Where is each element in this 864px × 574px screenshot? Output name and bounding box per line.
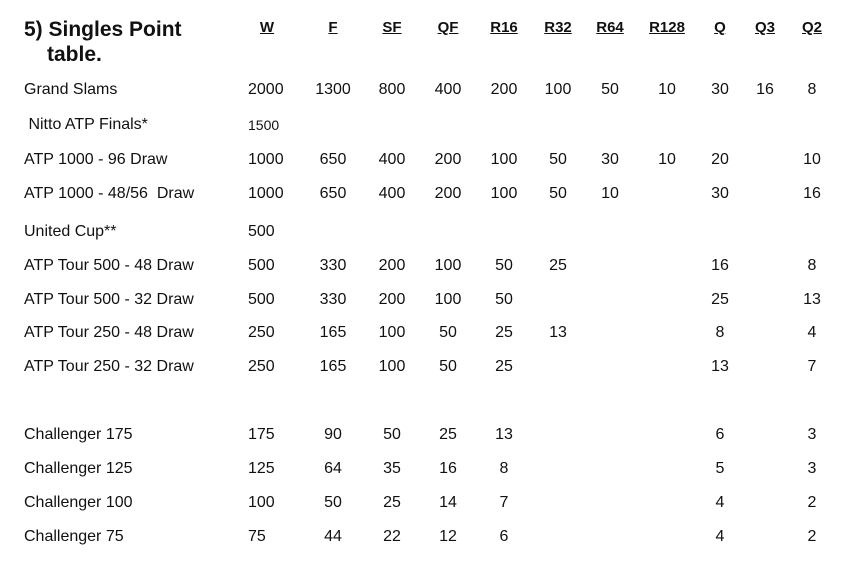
table-row <box>0 357 864 377</box>
table-cell: 165 <box>319 358 347 375</box>
table-cell: 400 <box>378 151 406 168</box>
table-cell: 8 <box>715 324 725 341</box>
row-label: ATP Tour 500 - 48 Draw <box>24 257 194 274</box>
table-cell: 13 <box>495 426 513 443</box>
table-cell: 50 <box>383 426 401 443</box>
table-row <box>0 80 864 100</box>
table-cell: 100 <box>378 358 406 375</box>
table-cell: 7 <box>499 494 509 511</box>
table-cell: 8 <box>807 257 817 274</box>
table-cell: 200 <box>434 185 462 202</box>
table-cell: 44 <box>324 528 342 545</box>
table-cell: 250 <box>248 358 275 375</box>
row-label: Nitto ATP Finals* <box>24 116 148 133</box>
table-row <box>0 290 864 310</box>
table-cell: 50 <box>439 358 457 375</box>
table-cell: 100 <box>490 185 518 202</box>
table-cell: 10 <box>658 81 676 98</box>
table-cell: 13 <box>549 324 567 341</box>
table-cell: 10 <box>658 151 676 168</box>
table-cell: 7 <box>807 358 817 375</box>
row-label: ATP 1000 - 48/56 Draw <box>24 185 195 202</box>
table-cell: 100 <box>248 494 275 511</box>
table-cell: 16 <box>439 460 457 477</box>
row-label: ATP Tour 250 - 48 Draw <box>24 324 194 341</box>
table-cell: 3 <box>807 460 817 477</box>
column-header: Q <box>714 19 726 36</box>
table-cell: 16 <box>803 185 821 202</box>
table-cell: 200 <box>434 151 462 168</box>
table-cell: 16 <box>711 257 729 274</box>
table-cell: 25 <box>495 358 513 375</box>
table-cell: 50 <box>495 257 513 274</box>
table-cell: 330 <box>319 291 347 308</box>
title-line-2: table. <box>47 43 102 66</box>
table-cell: 20 <box>711 151 729 168</box>
table-row <box>0 256 864 276</box>
table-cell: 12 <box>439 528 457 545</box>
table-cell: 25 <box>711 291 729 308</box>
table-row <box>0 115 864 135</box>
table-cell: 500 <box>248 291 275 308</box>
table-cell: 10 <box>601 185 619 202</box>
table-cell: 5 <box>715 460 725 477</box>
row-label: Challenger 75 <box>24 528 124 545</box>
table-cell: 4 <box>715 494 725 511</box>
row-label: Grand Slams <box>24 81 118 98</box>
table-cell: 200 <box>490 81 518 98</box>
table-cell: 500 <box>248 257 275 274</box>
table-row <box>0 323 864 343</box>
table-cell: 30 <box>711 81 729 98</box>
table-cell: 200 <box>378 291 406 308</box>
column-header: F <box>328 19 338 36</box>
table-cell: 25 <box>549 257 567 274</box>
table-cell: 50 <box>324 494 342 511</box>
table-cell: 800 <box>378 81 406 98</box>
table-cell: 64 <box>324 460 342 477</box>
table-cell: 13 <box>803 291 821 308</box>
table-cell: 100 <box>434 257 462 274</box>
table-cell: 50 <box>439 324 457 341</box>
table-cell: 500 <box>248 223 275 240</box>
table-cell: 100 <box>490 151 518 168</box>
table-cell: 4 <box>807 324 817 341</box>
table-cell: 250 <box>248 324 275 341</box>
table-cell: 3 <box>807 426 817 443</box>
table-cell: 100 <box>434 291 462 308</box>
table-cell: 25 <box>439 426 457 443</box>
row-label: Challenger 125 <box>24 460 133 477</box>
table-cell: 50 <box>601 81 619 98</box>
table-cell: 50 <box>549 185 567 202</box>
table-cell: 25 <box>495 324 513 341</box>
column-header: W <box>259 19 275 36</box>
table-cell: 4 <box>715 528 725 545</box>
table-cell: 125 <box>248 460 275 477</box>
row-label: ATP Tour 250 - 32 Draw <box>24 358 194 375</box>
table-cell: 90 <box>324 426 342 443</box>
table-cell: 35 <box>383 460 401 477</box>
table-cell: 2 <box>807 528 817 545</box>
table-cell: 400 <box>434 81 462 98</box>
row-label: United Cup** <box>24 223 117 240</box>
table-cell: 650 <box>319 185 347 202</box>
table-cell: 100 <box>378 324 406 341</box>
column-header: R128 <box>649 19 685 36</box>
column-header: R64 <box>596 19 624 36</box>
row-label: Challenger 100 <box>24 494 133 511</box>
table-cell: 650 <box>319 151 347 168</box>
column-header: R16 <box>490 19 518 36</box>
table-cell: 16 <box>756 81 774 98</box>
table-cell: 14 <box>439 494 457 511</box>
table-cell: 175 <box>248 426 275 443</box>
table-cell: 8 <box>499 460 509 477</box>
column-header: Q2 <box>801 19 823 36</box>
table-row <box>0 150 864 170</box>
table-cell: 25 <box>383 494 401 511</box>
table-cell: 8 <box>807 81 817 98</box>
page-title <box>24 17 182 67</box>
table-cell: 13 <box>711 358 729 375</box>
table-row <box>0 459 864 479</box>
table-cell: 10 <box>803 151 821 168</box>
table-row <box>0 425 864 445</box>
table-cell: 1000 <box>248 151 284 168</box>
title-line-1: 5) Singles Point <box>24 18 182 41</box>
table-cell: 100 <box>544 81 572 98</box>
table-cell: 6 <box>499 528 509 545</box>
table-row <box>0 184 864 204</box>
table-cell: 1000 <box>248 185 284 202</box>
table-cell: 6 <box>715 426 725 443</box>
table-row <box>0 527 864 547</box>
column-header: SF <box>382 19 402 36</box>
table-cell: 200 <box>378 257 406 274</box>
table-cell: 400 <box>378 185 406 202</box>
row-label: ATP 1000 - 96 Draw <box>24 151 168 168</box>
table-cell: 30 <box>601 151 619 168</box>
table-cell: 330 <box>319 257 347 274</box>
column-header: Q3 <box>754 19 776 36</box>
table-cell: 75 <box>248 528 266 545</box>
table-cell: 2000 <box>248 81 284 98</box>
table-cell: 2 <box>807 494 817 511</box>
table-cell: 50 <box>549 151 567 168</box>
table-cell: 1300 <box>315 81 351 98</box>
table-row <box>0 222 864 242</box>
table-cell: 165 <box>319 324 347 341</box>
table-row <box>0 493 864 513</box>
table-cell: 1500 <box>248 117 280 133</box>
table-cell: 50 <box>495 291 513 308</box>
table-cell: 30 <box>711 185 729 202</box>
column-header: R32 <box>544 19 572 36</box>
table-cell: 22 <box>383 528 401 545</box>
column-header: QF <box>437 19 459 36</box>
row-label: ATP Tour 500 - 32 Draw <box>24 291 194 308</box>
row-label: Challenger 175 <box>24 426 133 443</box>
